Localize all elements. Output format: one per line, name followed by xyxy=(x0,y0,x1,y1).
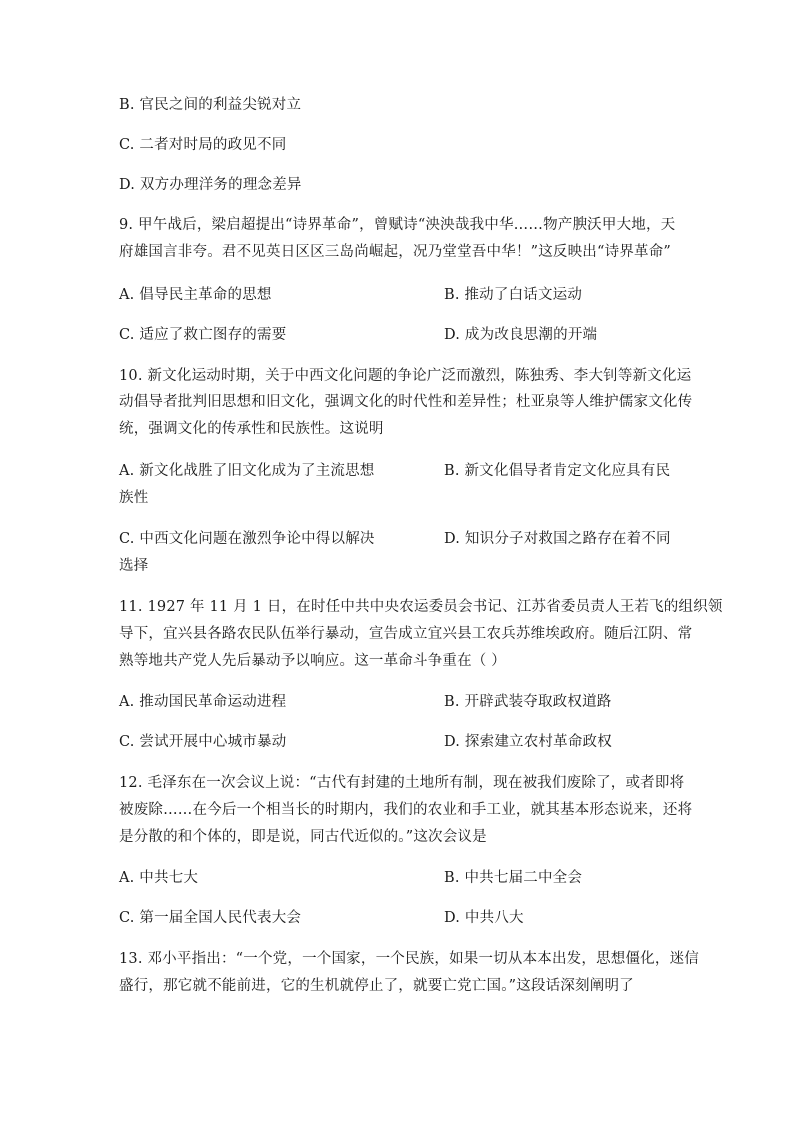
q13-stem-line-1: 13. 邓小平指出：“一个党，一个国家，一个民族，如果一切从本本出发，思想僵化，迷信 xyxy=(119,951,699,967)
q12-stem-line-2: 被废除……在今后一个相当长的时期内，我们的农业和手工业，就其基本形态说来，还将 xyxy=(119,802,693,818)
q12-option-c[interactable]: C. 第一届全国人民代表大会 xyxy=(119,910,302,926)
q11-option-d[interactable]: D. 探索建立农村革命政权 xyxy=(444,734,612,750)
q11-stem-line-1: 11. 1927 年 11 月 1 日，在时任中共中央农运委员会书记、江苏省委员责人王若飞的组织领 xyxy=(119,599,723,615)
q11-stem-line-2: 导下，宜兴县各路农民队伍举行暴动，宣告成立宜兴县工农兵苏维埃政府。随后江阴、常 xyxy=(119,626,693,642)
q9-option-b[interactable]: B. 推动了白话文运动 xyxy=(444,287,583,303)
q9-stem-line-1: 9. 甲午战后，梁启超提出“诗界革命”，曾赋诗“泱泱哉我中华……物产腴沃甲大地，天 xyxy=(119,217,676,233)
q10-option-d[interactable]: D. 知识分子对救国之路存在着不同 xyxy=(444,531,671,547)
q12-option-d[interactable]: D. 中共八大 xyxy=(444,910,524,926)
q8-option-b[interactable]: B. 官民之间的利益尖锐对立 xyxy=(119,97,302,113)
q13-stem-line-2: 盛行，那它就不能前进，它的生机就停止了，就要亡党亡国。”这段话深刻阐明了 xyxy=(119,978,634,994)
q10-option-a[interactable]: A. 新文化战胜了旧文化成为了主流思想 xyxy=(119,463,375,479)
q9-option-c[interactable]: C. 适应了救亡图存的需要 xyxy=(119,327,287,343)
q11-option-b[interactable]: B. 开辟武装夺取政权道路 xyxy=(444,694,612,710)
q12-option-b[interactable]: B. 中共七届二中全会 xyxy=(444,870,583,886)
q10-option-c[interactable]: C. 中西文化问题在激烈争论中得以解决 xyxy=(119,531,375,547)
q12-option-a[interactable]: A. 中共七大 xyxy=(119,870,199,886)
q12-stem-line-1: 12. 毛泽东在一次会议上说：“古代有封建的土地所有制，现在被我们废除了，或者即将 xyxy=(119,775,685,791)
q10-stem-line-1: 10. 新文化运动时期，关于中西文化问题的争论广泛而激烈，陈独秀、李大钊等新文化运 xyxy=(119,368,692,384)
q11-option-a[interactable]: A. 推动国民革命运动进程 xyxy=(119,694,287,710)
q10-option-b-continuation: 族性 xyxy=(119,490,149,506)
q10-option-b[interactable]: B. 新文化倡导者肯定文化应具有民 xyxy=(444,463,671,479)
q10-stem-line-3: 统，强调文化的传承性和民族性。这说明 xyxy=(119,421,384,437)
q11-option-c[interactable]: C. 尝试开展中心城市暴动 xyxy=(119,734,287,750)
q9-option-a[interactable]: A. 倡导民主革命的思想 xyxy=(119,287,272,303)
q11-stem-line-3: 熟等地共产党人先后暴动予以响应。这一革命斗争重在（ ） xyxy=(119,653,507,669)
q9-stem-line-2: 府雄国言非夸。君不见英日区区三岛尚崛起，况乃堂堂吾中华！”这反映出“诗界革命” xyxy=(119,244,672,260)
q9-option-d[interactable]: D. 成为改良思潮的开端 xyxy=(444,327,598,343)
q10-option-d-continuation: 选择 xyxy=(119,558,149,574)
q8-option-d[interactable]: D. 双方办理洋务的理念差异 xyxy=(119,177,302,193)
q8-option-c[interactable]: C. 二者对时局的政见不同 xyxy=(119,137,287,153)
q10-stem-line-2: 动倡导者批判旧思想和旧文化，强调文化的时代性和差异性；杜亚泉等人维护儒家文化传 xyxy=(119,394,693,410)
q12-stem-line-3: 是分散的和个体的，即是说，同古代近似的。”这次会议是 xyxy=(119,829,487,845)
